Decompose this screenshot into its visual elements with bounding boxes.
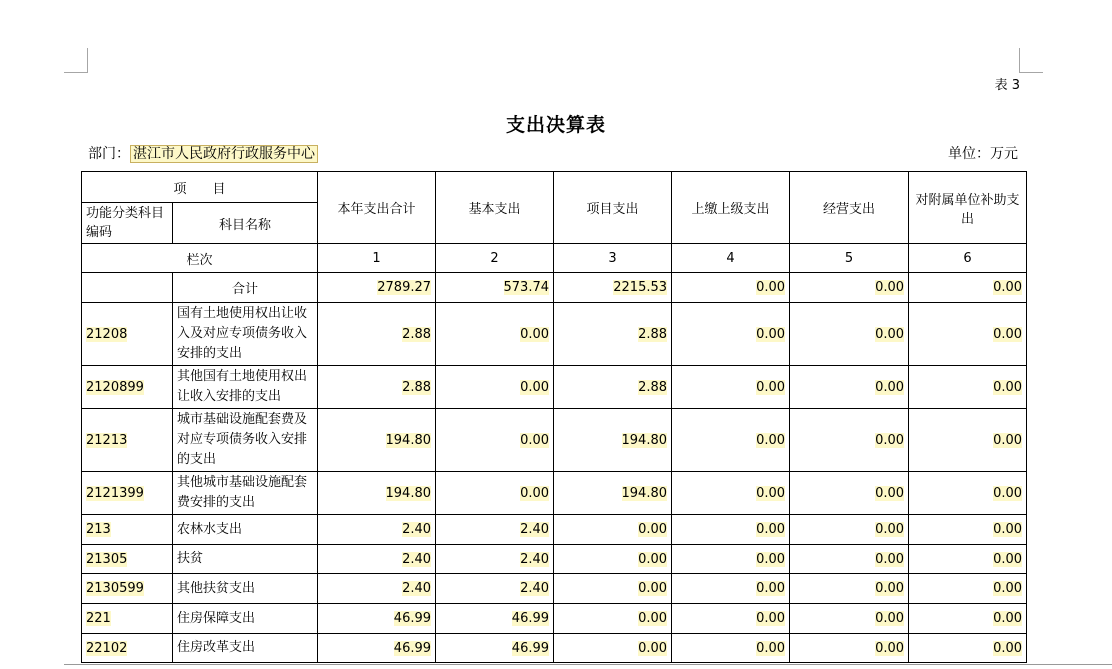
- header-num-2: 2: [436, 244, 554, 273]
- header-item-group: 项 目: [82, 172, 318, 203]
- header-col-subsidy: 对附属单位补助支出: [909, 172, 1027, 244]
- row-value: 0.00: [672, 472, 790, 515]
- header-col-basic: 基本支出: [436, 172, 554, 244]
- page-corner-mark-left: [64, 48, 88, 73]
- total-label: 合计: [173, 273, 318, 303]
- row-value: 0.00: [672, 409, 790, 472]
- row-value: 0.00: [436, 303, 554, 366]
- row-value: 194.80: [554, 409, 672, 472]
- total-value-5: 0.00: [790, 273, 909, 303]
- row-value: 0.00: [554, 604, 672, 634]
- total-value-6: 0.00: [909, 273, 1027, 303]
- department-label: 部门：: [88, 146, 130, 162]
- header-code: 功能分类科目编码: [82, 203, 173, 244]
- total-value-2: 573.74: [436, 273, 554, 303]
- row-value: 0.00: [554, 545, 672, 574]
- row-value: 2.88: [554, 366, 672, 409]
- table-row: [82, 604, 1027, 634]
- header-num-3: 3: [554, 244, 672, 273]
- row-value: 0.00: [672, 574, 790, 604]
- expenditure-table: [81, 171, 1027, 663]
- table-row: [82, 303, 1027, 366]
- row-value: 0.00: [672, 366, 790, 409]
- table-row: [82, 409, 1027, 472]
- row-name: 农林水支出: [173, 515, 318, 545]
- table-row: [82, 634, 1027, 663]
- row-code: 21305: [82, 545, 173, 574]
- total-code-cell: [82, 273, 173, 303]
- row-code: 2130599: [82, 574, 173, 604]
- table-row: [82, 574, 1027, 604]
- header-lanci: 栏次: [82, 244, 318, 273]
- row-value: 2.40: [436, 545, 554, 574]
- row-name: 其他国有土地使用权出让收入安排的支出: [173, 366, 318, 409]
- row-value: 0.00: [909, 604, 1027, 634]
- row-value: 0.00: [909, 472, 1027, 515]
- department-name[interactable]: 湛江市人民政府行政服务中心: [130, 145, 318, 163]
- row-value: 0.00: [554, 574, 672, 604]
- row-value: 0.00: [672, 604, 790, 634]
- row-value: 194.80: [554, 472, 672, 515]
- table-caption: 表 3: [994, 78, 1020, 93]
- row-value: 0.00: [672, 545, 790, 574]
- row-value: 46.99: [436, 634, 554, 663]
- page-corner-mark-right: [1019, 48, 1043, 73]
- row-value: 0.00: [436, 366, 554, 409]
- row-code: 2120899: [82, 366, 173, 409]
- row-value: 46.99: [318, 604, 436, 634]
- row-value: 2.40: [436, 515, 554, 545]
- row-name: 住房改革支出: [173, 634, 318, 663]
- row-value: 0.00: [909, 574, 1027, 604]
- row-name: 其他扶贫支出: [173, 574, 318, 604]
- row-value: 2.40: [318, 515, 436, 545]
- document-title[interactable]: 支出决算表: [505, 114, 606, 136]
- total-value-3: 2215.53: [554, 273, 672, 303]
- row-name: 扶贫: [173, 545, 318, 574]
- row-value: 0.00: [790, 545, 909, 574]
- total-row: [82, 273, 1027, 303]
- row-value: 2.40: [436, 574, 554, 604]
- header-num-4: 4: [672, 244, 790, 273]
- row-value: 0.00: [790, 515, 909, 545]
- table-row: [82, 472, 1027, 515]
- header-num-6: 6: [909, 244, 1027, 273]
- row-value: 0.00: [672, 303, 790, 366]
- header-col-project: 项目支出: [554, 172, 672, 244]
- row-value: 0.00: [790, 634, 909, 663]
- row-value: 0.00: [909, 303, 1027, 366]
- row-value: 194.80: [318, 409, 436, 472]
- row-value: 0.00: [909, 409, 1027, 472]
- row-value: 0.00: [554, 515, 672, 545]
- row-value: 46.99: [436, 604, 554, 634]
- row-value: 0.00: [436, 409, 554, 472]
- table-row: [82, 515, 1027, 545]
- row-name: 城市基础设施配套费及对应专项债务收入安排的支出: [173, 409, 318, 472]
- row-value: 2.40: [318, 545, 436, 574]
- total-value-1: 2789.27: [318, 273, 436, 303]
- table-row: [82, 366, 1027, 409]
- total-value-4: 0.00: [672, 273, 790, 303]
- row-name: 国有土地使用权出让收入及对应专项债务收入安排的支出: [173, 303, 318, 366]
- header-num-1: 1: [318, 244, 436, 273]
- unit-label: 单位：万元: [948, 146, 1018, 162]
- row-value: 0.00: [436, 472, 554, 515]
- table-row: [82, 545, 1027, 574]
- row-code: 221: [82, 604, 173, 634]
- row-code: 2121399: [82, 472, 173, 515]
- row-value: 0.00: [909, 634, 1027, 663]
- row-code: 213: [82, 515, 173, 545]
- header-col-operating: 经营支出: [790, 172, 909, 244]
- row-value: 0.00: [909, 515, 1027, 545]
- row-value: 2.88: [554, 303, 672, 366]
- row-value: 2.40: [318, 574, 436, 604]
- row-value: 0.00: [790, 366, 909, 409]
- row-value: 0.00: [672, 515, 790, 545]
- row-code: 22102: [82, 634, 173, 663]
- row-name: 住房保障支出: [173, 604, 318, 634]
- row-value: 0.00: [790, 303, 909, 366]
- department-line: [88, 143, 318, 163]
- header-name: 科目名称: [173, 203, 318, 244]
- header-col-remit: 上缴上级支出: [672, 172, 790, 244]
- row-value: 2.88: [318, 366, 436, 409]
- row-value: 0.00: [554, 634, 672, 663]
- header-col-total: 本年支出合计: [318, 172, 436, 244]
- row-value: 46.99: [318, 634, 436, 663]
- row-value: 194.80: [318, 472, 436, 515]
- row-code: 21208: [82, 303, 173, 366]
- row-value: 0.00: [790, 604, 909, 634]
- row-name: 其他城市基础设施配套费安排的支出: [173, 472, 318, 515]
- row-value: 0.00: [790, 472, 909, 515]
- row-value: 0.00: [790, 409, 909, 472]
- row-value: 0.00: [909, 366, 1027, 409]
- row-value: 0.00: [790, 574, 909, 604]
- row-value: 0.00: [672, 634, 790, 663]
- row-code: 21213: [82, 409, 173, 472]
- row-value: 0.00: [909, 545, 1027, 574]
- header-num-5: 5: [790, 244, 909, 273]
- row-value: 2.88: [318, 303, 436, 366]
- page-bottom-edge: [64, 664, 1112, 665]
